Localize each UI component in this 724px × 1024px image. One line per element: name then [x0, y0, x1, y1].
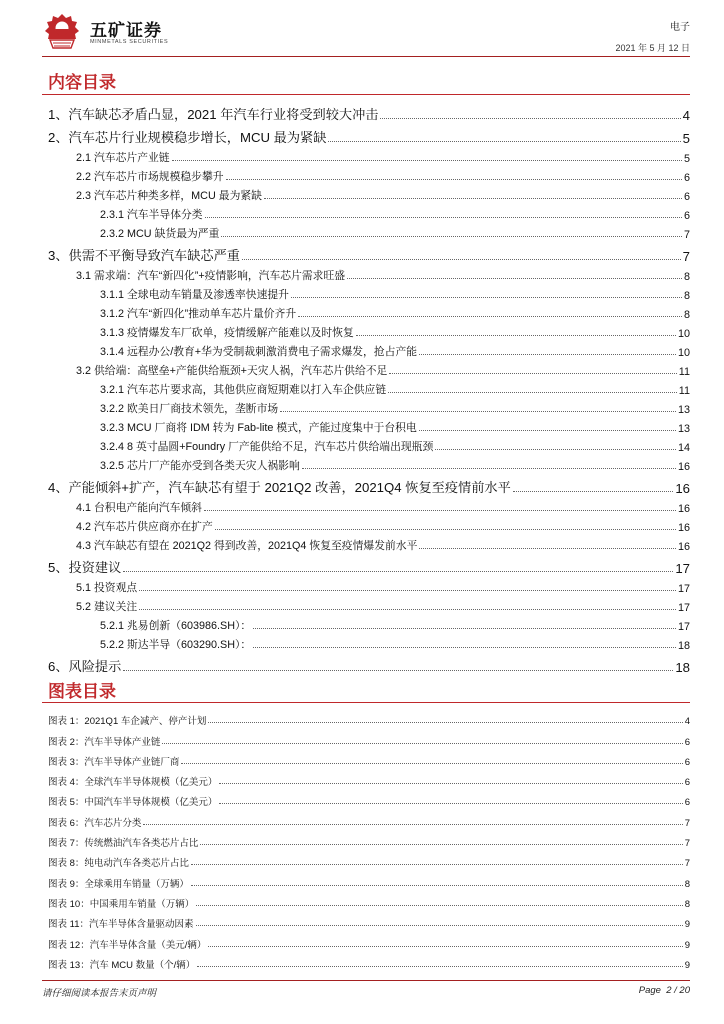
figure-entry[interactable]	[42, 930, 690, 950]
sector-label: 电子	[670, 22, 690, 33]
figure-entry-page: 7	[684, 858, 690, 870]
toc-leader-dots	[435, 449, 676, 450]
toc-entry-page: 17	[677, 621, 690, 633]
toc-entry-label: 5、投资建议	[48, 560, 122, 575]
toc-leader-dots	[380, 118, 680, 119]
toc-leader-dots	[204, 510, 676, 511]
toc-entry-label: 4.2 汽车芯片供应商亦在扩产	[76, 521, 213, 533]
footer-divider	[42, 980, 690, 981]
toc-entry-label: 5.2 建议关注	[76, 601, 138, 613]
figure-entry[interactable]	[42, 788, 690, 808]
toc-entry[interactable]	[42, 241, 690, 264]
toc-entry-label: 2、汽车芯片行业规模稳步增长，MCU 最为紧缺	[48, 130, 327, 145]
toc-leader-dots	[253, 647, 676, 648]
toc-entry-label: 2.3.2 MCU 缺货最为严重	[100, 228, 220, 240]
toc-entry-label: 3.2.4 8 英寸晶圆+Foundry 厂产能供给不足，汽车芯片供给端出现瓶颈	[100, 441, 434, 453]
figure-leader-dots	[200, 844, 682, 845]
figure-entry[interactable]	[42, 890, 690, 910]
toc-entry-page: 10	[677, 328, 690, 340]
toc-entry[interactable]	[42, 473, 690, 496]
toc-leader-dots	[139, 590, 676, 591]
toc-entry-page: 5	[683, 153, 690, 165]
minmetals-logo-icon	[42, 12, 82, 50]
toc-entry-page: 13	[677, 404, 690, 416]
toc-entry[interactable]	[42, 652, 690, 675]
toc-entry[interactable]	[42, 165, 690, 184]
toc-entry[interactable]	[42, 496, 690, 515]
toc-entry-page: 5	[682, 131, 690, 146]
figure-leader-dots	[196, 905, 682, 906]
toc-entry-page: 16	[677, 541, 690, 553]
toc-leader-dots	[389, 373, 676, 374]
figure-entry-label: 图表 9：全球乘用车销量（万辆）	[48, 878, 189, 890]
toc-leader-dots	[356, 335, 676, 336]
figure-entry[interactable]	[42, 768, 690, 788]
toc-entry-label: 1、汽车缺芯矛盾凸显，2021 年汽车行业将受到较大冲击	[48, 107, 379, 122]
table-of-contents	[42, 100, 690, 675]
toc-leader-dots	[328, 141, 680, 142]
brand-name: 五矿证券	[90, 21, 162, 40]
toc-leader-dots	[123, 571, 673, 572]
toc-leader-dots	[347, 278, 682, 279]
figure-entry-label: 图表 1：2021Q1 车企减产、停产计划	[48, 716, 207, 728]
toc-title-underline	[42, 94, 690, 95]
toc-leader-dots	[419, 354, 676, 355]
toc-entry-label: 3.2.2 欧美日厂商技术领先，垄断市场	[100, 403, 279, 415]
toc-leader-dots	[388, 392, 677, 393]
figure-entry-label: 图表 10：中国乘用车销量（万辆）	[48, 898, 195, 910]
figure-leader-dots	[191, 864, 683, 865]
toc-leader-dots	[242, 259, 681, 260]
toc-entry[interactable]	[42, 222, 690, 241]
toc-entry-label: 4.1 台积电产能向汽车倾斜	[76, 502, 202, 514]
toc-entry[interactable]	[42, 397, 690, 416]
figure-entry[interactable]	[42, 748, 690, 768]
toc-entry-label: 5.1 投资观点	[76, 582, 138, 594]
figure-entry-page: 4	[684, 716, 690, 728]
toc-entry-page: 6	[683, 210, 690, 222]
toc-entry-page: 4	[682, 108, 690, 123]
figure-entry[interactable]	[42, 808, 690, 828]
figure-leader-dots	[219, 783, 682, 784]
toc-entry-label: 5.2.1 兆易创新（603986.SH）：	[100, 620, 252, 632]
toc-entry-label: 3.1.2 汽车“新四化”推动单车芯片量价齐升	[100, 308, 297, 320]
toc-leader-dots	[291, 297, 682, 298]
page-label: Page	[638, 985, 661, 996]
toc-entry[interactable]	[42, 515, 690, 534]
toc-leader-dots	[419, 430, 676, 431]
figure-entry-label: 图表 12：汽车半导体含量（美元/辆）	[48, 939, 207, 951]
toc-entry-page: 7	[682, 249, 690, 264]
figure-entry-page: 6	[684, 736, 690, 748]
figure-entry[interactable]	[42, 727, 690, 747]
brand-name-en: MINMETALS SECURITIES	[90, 39, 169, 45]
figure-entry-label: 图表 6：汽车芯片分类	[48, 817, 142, 829]
figure-entry[interactable]	[42, 849, 690, 869]
footer-disclaimer: 请仔细阅读本报告末页声明	[42, 988, 157, 999]
toc-leader-dots	[264, 198, 682, 199]
figure-entry-page: 7	[684, 817, 690, 829]
toc-leader-dots	[215, 529, 676, 530]
toc-entry-label: 3.1.1 全球电动车销量及渗透率快速提升	[100, 289, 289, 301]
page-number: 2 / 20	[666, 985, 690, 996]
figure-leader-dots	[143, 824, 682, 825]
figure-entry-page: 8	[684, 898, 690, 910]
figure-entry-page: 7	[684, 838, 690, 850]
toc-leader-dots	[172, 160, 682, 161]
figure-entry[interactable]	[42, 829, 690, 849]
figures-title: 图表目录	[48, 682, 116, 701]
figure-entry-label: 图表 13：汽车 MCU 数量（个/辆）	[48, 959, 196, 971]
toc-leader-dots	[221, 236, 682, 237]
figure-entry-page: 6	[684, 756, 690, 768]
toc-entry-page: 11	[678, 385, 690, 397]
figure-entry-page: 9	[684, 919, 690, 931]
toc-leader-dots	[280, 411, 676, 412]
figure-entry[interactable]	[42, 869, 690, 889]
toc-leader-dots	[302, 468, 676, 469]
figure-entry-label: 图表 8：纯电动汽车各类芯片占比	[48, 858, 189, 870]
toc-entry-page: 18	[677, 640, 690, 652]
figure-leader-dots	[196, 925, 683, 926]
toc-leader-dots	[513, 491, 674, 492]
figure-entry-label: 图表 2：汽车半导体产业链	[48, 736, 161, 748]
toc-leader-dots	[226, 179, 682, 180]
page-header	[42, 12, 690, 52]
figure-entry-page: 9	[684, 939, 690, 951]
figure-leader-dots	[219, 803, 682, 804]
toc-entry[interactable]	[42, 146, 690, 165]
toc-entry-label: 2.1 汽车芯片产业链	[76, 152, 170, 164]
toc-entry[interactable]	[42, 614, 690, 633]
toc-entry-page: 16	[677, 503, 690, 515]
toc-entry-label: 3.2.3 MCU 厂商将 IDM 转为 Fab-lite 模式，产能过度集中于台积电	[100, 422, 417, 434]
toc-entry-label: 4.3 汽车缺芯有望在 2021Q2 得到改善，2021Q4 恢复至疫情爆发前水平	[76, 540, 418, 552]
figure-entry-page: 8	[684, 878, 690, 890]
report-date: 2021 年 5 月 12 日	[615, 43, 690, 53]
toc-entry[interactable]	[42, 454, 690, 473]
toc-entry[interactable]	[42, 595, 690, 614]
toc-entry-label: 3、供需不平衡导致汽车缺芯严重	[48, 248, 240, 263]
toc-entry-page: 8	[683, 309, 690, 321]
figure-entry-page: 6	[684, 797, 690, 809]
footer-page	[639, 985, 690, 996]
toc-entry-page: 8	[683, 271, 690, 283]
toc-entry[interactable]	[42, 534, 690, 553]
toc-entry-label: 3.1 需求端：汽车“新四化”+疫情影响，汽车芯片需求旺盛	[76, 270, 346, 282]
toc-entry[interactable]	[42, 633, 690, 652]
toc-entry-page: 8	[683, 290, 690, 302]
toc-entry-label: 3.1.3 疫情爆发车厂砍单，疫情缓解产能难以及时恢复	[100, 327, 354, 339]
toc-entry[interactable]	[42, 283, 690, 302]
figure-entry-label: 图表 5：中国汽车半导体规模（亿美元）	[48, 797, 218, 809]
toc-entry-label: 5.2.2 斯达半导（603290.SH）：	[100, 639, 252, 651]
toc-entry-page: 6	[683, 191, 690, 203]
toc-entry[interactable]	[42, 203, 690, 222]
toc-entry[interactable]	[42, 100, 690, 123]
figures-title-underline	[42, 702, 690, 703]
toc-entry-page: 10	[677, 347, 690, 359]
figure-entry-label: 图表 11：汽车半导体含量驱动因素	[48, 919, 194, 931]
toc-entry-page: 13	[677, 423, 690, 435]
toc-entry-page: 11	[678, 366, 690, 378]
toc-entry-label: 3.2 供给端：高壁垒+产能供给瓶颈+天灾人祸，汽车芯片供给不足	[76, 365, 388, 377]
toc-entry-page: 7	[683, 229, 690, 241]
figure-entry-label: 图表 4：全球汽车半导体规模（亿美元）	[48, 777, 218, 789]
toc-entry[interactable]	[42, 321, 690, 340]
toc-entry-page: 16	[677, 461, 690, 473]
toc-leader-dots	[139, 609, 676, 610]
toc-entry[interactable]	[42, 576, 690, 595]
toc-entry-label: 3.1.4 远程办公/教育+华为受制裁刺激消费电子需求爆发，抢占产能	[100, 346, 418, 358]
toc-entry[interactable]	[42, 359, 690, 378]
toc-entry[interactable]	[42, 553, 690, 576]
toc-entry-page: 17	[677, 602, 690, 614]
toc-entry[interactable]	[42, 340, 690, 359]
figure-entry[interactable]	[42, 951, 690, 971]
toc-entry-page: 6	[683, 172, 690, 184]
toc-entry-label: 3.2.1 汽车芯片要求高，其他供应商短期难以打入车企供应链	[100, 384, 387, 396]
toc-entry[interactable]	[42, 184, 690, 203]
toc-entry[interactable]	[42, 264, 690, 283]
toc-entry-label: 2.3 汽车芯片种类多样，MCU 最为紧缺	[76, 190, 262, 202]
toc-entry-label: 2.2 汽车芯片市场规模稳步攀升	[76, 171, 224, 183]
toc-leader-dots	[205, 217, 682, 218]
toc-entry-label: 6、风险提示	[48, 659, 122, 674]
toc-entry[interactable]	[42, 416, 690, 435]
figure-leader-dots	[197, 966, 682, 967]
toc-entry-page: 17	[677, 583, 690, 595]
toc-leader-dots	[419, 548, 676, 549]
figure-entry-page: 9	[684, 959, 690, 971]
toc-entry-label: 3.2.5 芯片厂产能亦受到各类天灾人祸影响	[100, 460, 300, 472]
toc-entry[interactable]	[42, 378, 690, 397]
toc-entry-label: 2.3.1 汽车半导体分类	[100, 209, 203, 221]
toc-leader-dots	[298, 316, 682, 317]
figure-entry-label: 图表 3：汽车半导体产业链厂商	[48, 756, 180, 768]
toc-entry-page: 17	[675, 561, 690, 576]
figure-entry-label: 图表 7：传统燃油汽车各类芯片占比	[48, 838, 199, 850]
toc-entry[interactable]	[42, 302, 690, 321]
figure-list	[42, 707, 690, 971]
figure-leader-dots	[208, 722, 682, 723]
header-divider	[42, 56, 690, 57]
figure-leader-dots	[208, 946, 682, 947]
figure-leader-dots	[181, 763, 682, 764]
toc-leader-dots	[123, 670, 673, 671]
toc-entry-page: 16	[675, 481, 690, 496]
figure-leader-dots	[162, 743, 682, 744]
toc-entry-page: 18	[675, 660, 690, 675]
figure-leader-dots	[191, 885, 683, 886]
figure-entry-page: 6	[684, 777, 690, 789]
toc-entry-page: 16	[677, 522, 690, 534]
toc-leader-dots	[253, 628, 676, 629]
toc-entry-label: 4、产能倾斜+扩产，汽车缺芯有望于 2021Q2 改善，2021Q4 恢复至疫情前水平	[48, 480, 511, 495]
toc-entry[interactable]	[42, 435, 690, 454]
figure-entry[interactable]	[42, 707, 690, 727]
toc-title: 内容目录	[48, 73, 116, 92]
toc-entry-page: 14	[677, 442, 690, 454]
toc-entry[interactable]	[42, 123, 690, 146]
figure-entry[interactable]	[42, 910, 690, 930]
